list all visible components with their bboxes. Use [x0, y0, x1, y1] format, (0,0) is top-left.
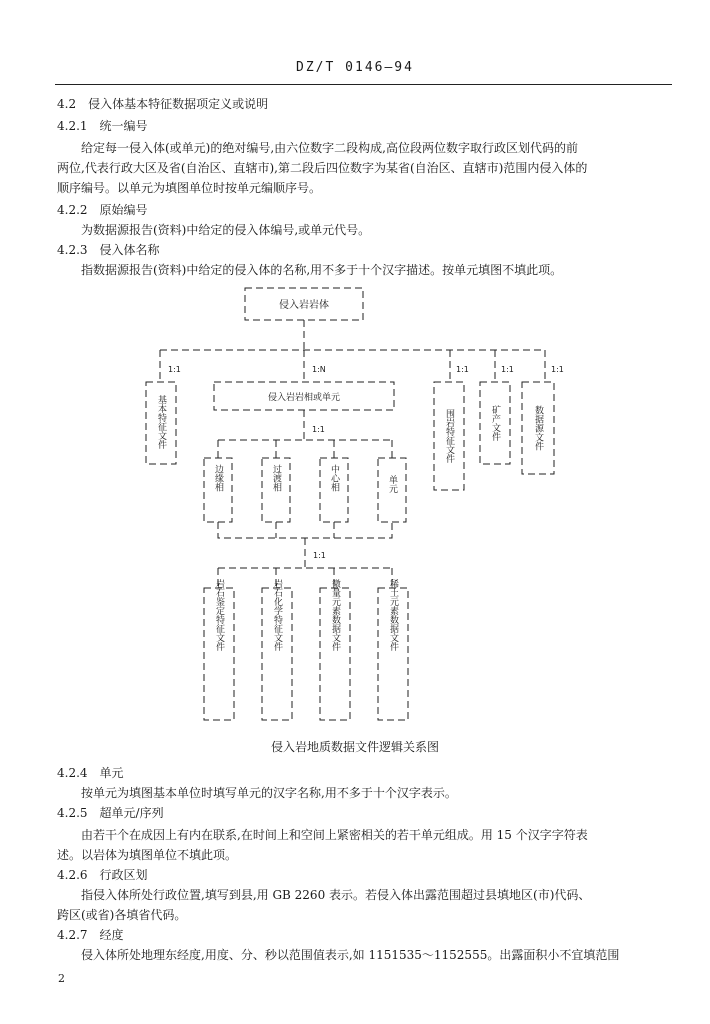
- rel-label-1: 1:1: [168, 365, 181, 374]
- ree-file-label: 稀土元素数据文件: [388, 579, 398, 651]
- section-4-2-7-para: 侵入体所处地理东经度,用度、分、秒以范围值表示,如 1151535～1152555。出露面积小不宜填范围: [81, 948, 620, 962]
- section-4-2-1-para-line2: 两位,代表行政大区及省(自治区、直辖市),第二段后四位数字为某省(自治区、直辖市)范围内侵入体的: [57, 161, 588, 175]
- mineral-file-label: 矿产文件: [490, 405, 500, 441]
- trace-file-label: 微量元素数据文件: [330, 579, 340, 651]
- header-rule: [55, 84, 672, 85]
- rel-label-6: 1:1: [312, 425, 325, 434]
- page-number: 2: [58, 972, 65, 985]
- wallrock-file-label: 围岩特征文件: [444, 409, 454, 463]
- rel-label-5: 1:1: [551, 365, 564, 374]
- section-4-2-6-title: 4.2.6 行政区划: [57, 868, 148, 882]
- center-facies-label: 中心相: [329, 464, 339, 492]
- logic-diagram: [0, 280, 710, 730]
- section-4-2-1-para-line1: 给定每一侵入体(或单元)的绝对编号,由六位数字二段构成,高位段两位数字取行政区划代码的前: [81, 141, 578, 155]
- section-4-2-2-title: 4.2.2 原始编号: [57, 203, 148, 217]
- rel-label-7: 1:1: [313, 551, 326, 560]
- level2-collector: [218, 522, 392, 538]
- basic-file-label: 基本特征文件: [156, 395, 166, 449]
- section-4-2-1-para-line3: 顺序编号。以单元为填图单位时按单元编顺序号。: [57, 181, 322, 195]
- facies-unit-label: 侵入岩岩相或单元: [267, 393, 341, 403]
- section-4-2-5-title: 4.2.5 超单元/序列: [57, 806, 164, 820]
- section-4-2-4-para: 按单元为填图基本单位时填写单元的汉字名称,用不多于十个汉字表示。: [81, 786, 457, 800]
- root-label: 侵入岩岩体: [279, 300, 329, 311]
- rel-label-4: 1:1: [501, 365, 514, 374]
- rel-label-3: 1:1: [456, 365, 469, 374]
- diagram-caption: 侵入岩地质数据文件逻辑关系图: [270, 740, 439, 754]
- standard-number: DZ/T 0146—94: [296, 60, 414, 75]
- section-4-2-3-para: 指数据源报告(资料)中给定的侵入体的名称,用不多于十个汉字描述。按单元填图不填此项。: [81, 263, 563, 277]
- source-file-label: 数据源文件: [533, 405, 543, 451]
- section-4-2-title: 4.2 侵入体基本特征数据项定义或说明: [57, 97, 269, 111]
- transition-facies-label: 过渡相: [271, 464, 281, 492]
- section-4-2-6-para-line2: 跨区(或省)各填省代码。: [57, 908, 187, 922]
- section-4-2-1-title: 4.2.1 统一编号: [57, 119, 148, 133]
- section-4-2-5-para-line1: 由若干个在成因上有内在联系,在时间上和空间上紧密相关的若干单元组成。用 15 个汉字字符表: [81, 828, 588, 842]
- unit-label: 单元: [387, 475, 397, 493]
- section-4-2-2-para: 为数据源报告(资料)中给定的侵入体编号,或单元代号。: [81, 223, 371, 237]
- section-4-2-3-title: 4.2.3 侵入体名称: [57, 243, 160, 257]
- petro-file-label: 岩石鉴定特征文件: [214, 579, 224, 651]
- section-4-2-5-para-line2: 述。以岩体为填图单位不填此项。: [57, 848, 238, 862]
- rel-label-2: 1:N: [312, 365, 326, 374]
- section-4-2-6-para-line1: 指侵入体所处行政位置,填写到县,用 GB 2260 表示。若侵入体出露范围超过县填地区(市)代码、: [81, 888, 591, 902]
- section-4-2-7-title: 4.2.7 经度: [57, 928, 124, 942]
- chem-file-label: 岩石化学特征文件: [272, 579, 282, 651]
- section-4-2-4-title: 4.2.4 单元: [57, 766, 124, 780]
- edge-facies-label: 边缘相: [213, 464, 223, 492]
